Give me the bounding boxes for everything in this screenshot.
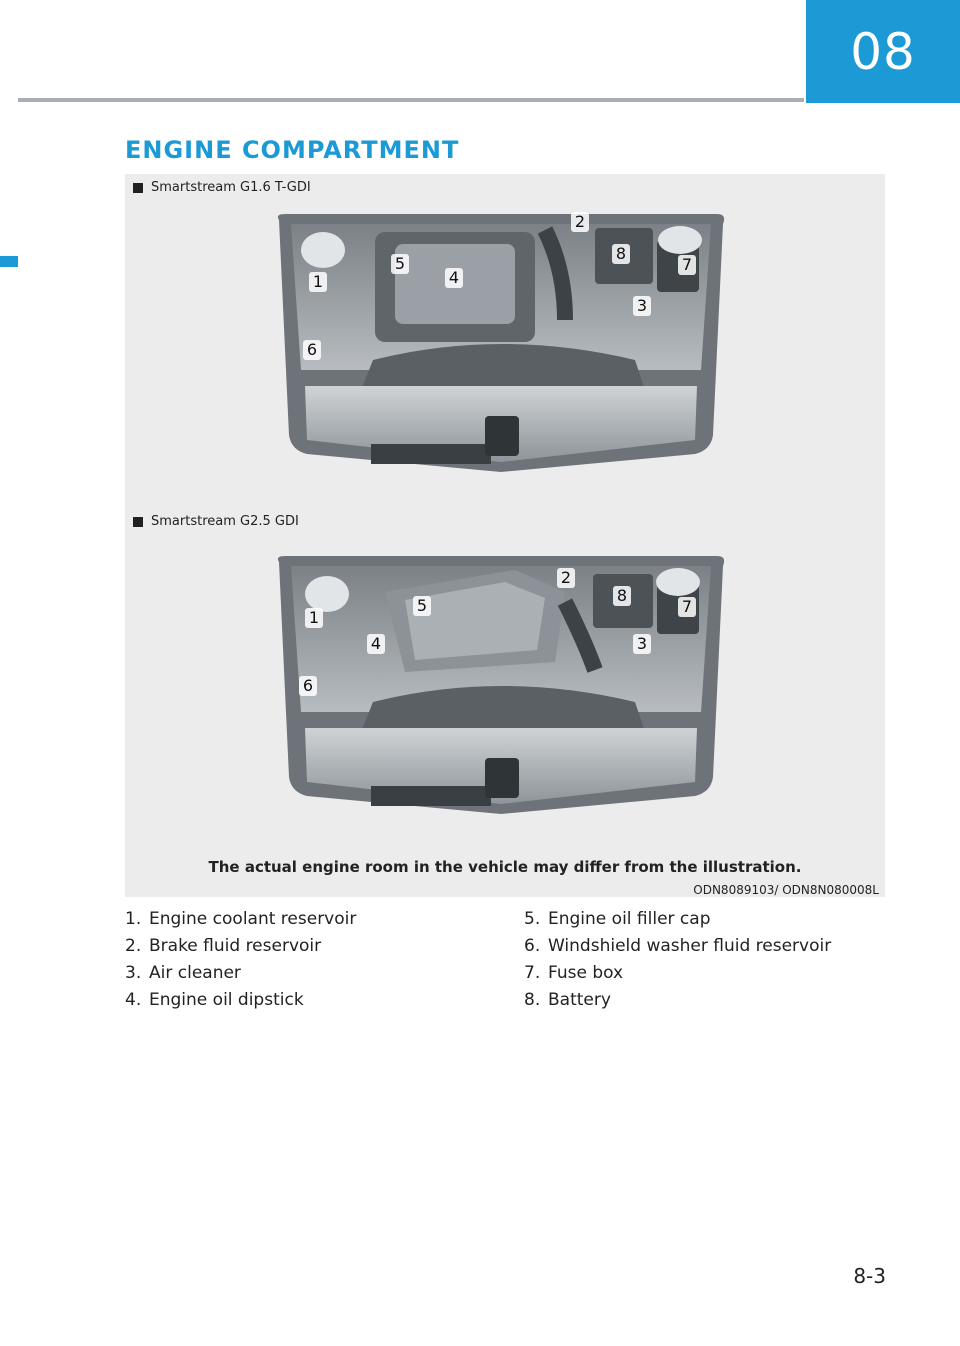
legend-item xyxy=(125,933,356,960)
callout-1: 1 xyxy=(308,608,320,627)
legend-item xyxy=(524,933,831,960)
legend-text: Engine oil filler cap xyxy=(548,909,711,929)
legend-text: Engine coolant reservoir xyxy=(149,909,357,929)
engine-figure xyxy=(125,174,885,897)
legend-num: 4. xyxy=(125,990,142,1010)
callout-2: 2 xyxy=(560,568,572,587)
callout-4: 4 xyxy=(448,268,460,287)
legend-text: Fuse box xyxy=(548,963,624,983)
legend-item xyxy=(524,960,831,987)
header-rule xyxy=(18,98,804,102)
page-number: 8-3 xyxy=(853,1264,886,1288)
callout-4: 4 xyxy=(370,634,382,653)
legend-text: Battery xyxy=(548,990,611,1010)
callout-1: 1 xyxy=(312,272,324,291)
legend-num: 1. xyxy=(125,909,142,929)
legend-left xyxy=(125,906,356,1014)
callout-6: 6 xyxy=(302,676,314,695)
legend-text: Brake fluid reservoir xyxy=(149,936,322,956)
variant-label-text: Smartstream G1.6 T-GDI xyxy=(151,180,311,195)
engine-illustration-2 xyxy=(265,552,737,842)
figure-code: ODN8089103/ ODN8N080008L xyxy=(693,883,879,897)
callout-6: 6 xyxy=(306,340,318,359)
variant-label-1 xyxy=(133,180,311,195)
legend-num: 8. xyxy=(524,990,541,1010)
engine-bay-illustration xyxy=(265,552,737,842)
engine-bay-illustration xyxy=(265,210,737,500)
callout-3: 3 xyxy=(636,634,648,653)
legend-num: 2. xyxy=(125,936,142,956)
callout-7: 7 xyxy=(681,597,693,616)
legend-text: Windshield washer fluid reservoir xyxy=(548,936,832,956)
legend-item xyxy=(125,906,356,933)
legend-num: 3. xyxy=(125,963,142,983)
legend-right xyxy=(524,906,831,1014)
callout-2: 2 xyxy=(574,212,586,231)
legend-item xyxy=(125,987,356,1014)
legend-item xyxy=(524,987,831,1014)
callout-5: 5 xyxy=(416,596,428,615)
section-title: ENGINE COMPARTMENT xyxy=(125,136,460,164)
legend-text: Air cleaner xyxy=(149,963,241,983)
variant-label-text: Smartstream G2.5 GDI xyxy=(151,514,299,529)
callout-8: 8 xyxy=(616,586,628,605)
chapter-tab: 08 xyxy=(806,0,960,103)
legend-num: 7. xyxy=(524,963,541,983)
variant-label-2 xyxy=(133,514,299,529)
callout-7: 7 xyxy=(681,255,693,274)
legend-num: 5. xyxy=(524,909,541,929)
legend-text: Engine oil dipstick xyxy=(149,990,304,1010)
engine-illustration-1 xyxy=(265,210,737,500)
callout-3: 3 xyxy=(636,296,648,315)
legend-item xyxy=(125,960,356,987)
side-marker xyxy=(0,256,18,267)
square-bullet-icon xyxy=(133,183,143,193)
figure-disclaimer: The actual engine room in the vehicle may differ from the illustration. xyxy=(208,858,802,876)
legend-item xyxy=(524,906,831,933)
legend-num: 6. xyxy=(524,936,541,956)
square-bullet-icon xyxy=(133,517,143,527)
callout-8: 8 xyxy=(615,244,627,263)
callout-5: 5 xyxy=(394,254,406,273)
